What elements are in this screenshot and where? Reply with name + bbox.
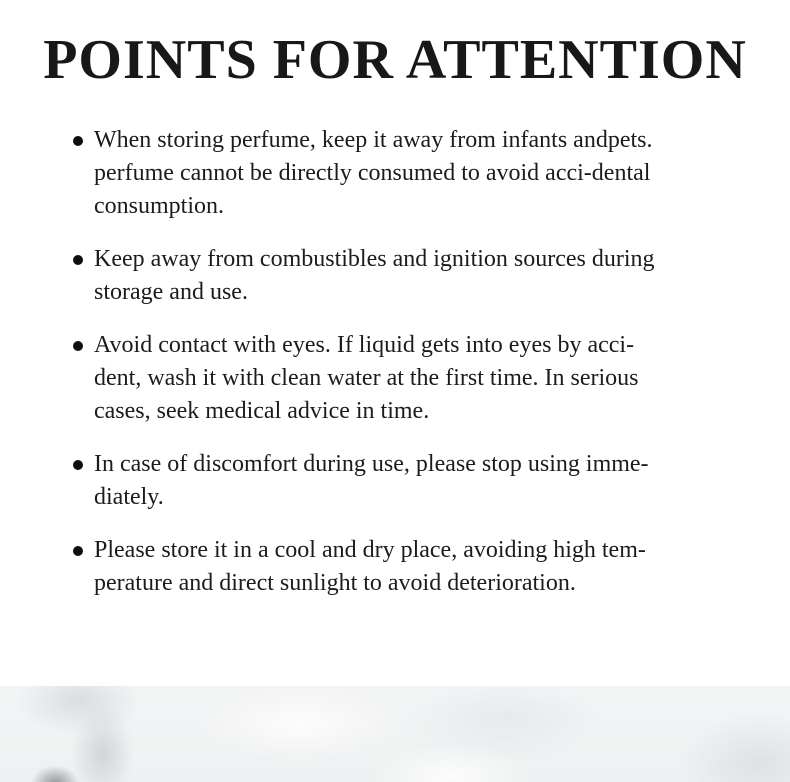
bullet-line: consumption. <box>94 193 224 219</box>
bullet-dot-icon <box>73 546 83 556</box>
bullet-text <box>94 124 750 223</box>
bullet-item <box>73 243 750 309</box>
bullet-item <box>73 124 750 223</box>
bullet-text <box>94 243 750 309</box>
bullet-line: perfume cannot be directly consumed to avoid acci-dental <box>94 160 651 186</box>
bullet-line: Avoid contact with eyes. If liquid gets into eyes by acci- <box>94 332 635 358</box>
bullet-dot-icon <box>73 460 83 470</box>
bullet-dot-icon <box>73 136 83 146</box>
bullet-line: Please store it in a cool and dry place, avoiding high tem- <box>94 537 646 563</box>
bullet-line: Keep away from combustibles and ignition sources during <box>94 246 655 272</box>
bullet-line: storage and use. <box>94 279 248 305</box>
bullet-line: diately. <box>94 484 164 510</box>
page-title: POINTS FOR ATTENTION <box>43 29 747 91</box>
bullet-list <box>73 124 750 620</box>
bullet-dot-icon <box>73 341 83 351</box>
bullet-dot-icon <box>73 255 83 265</box>
bullet-item <box>73 448 750 514</box>
bullet-text <box>94 448 750 514</box>
bullet-line: In case of discomfort during use, please stop using imme- <box>94 451 649 477</box>
bullet-line: perature and direct sunlight to avoid deterioration. <box>94 570 576 596</box>
bullet-line: dent, wash it with clean water at the first time. In serious <box>94 365 639 391</box>
bullet-text <box>94 534 750 600</box>
marble-texture-image <box>0 686 790 782</box>
bullet-line: When storing perfume, keep it away from infants andpets. <box>94 127 653 153</box>
bullet-line: cases, seek medical advice in time. <box>94 398 430 424</box>
bullet-item <box>73 534 750 600</box>
bullet-item <box>73 329 750 428</box>
bullet-text <box>94 329 750 428</box>
